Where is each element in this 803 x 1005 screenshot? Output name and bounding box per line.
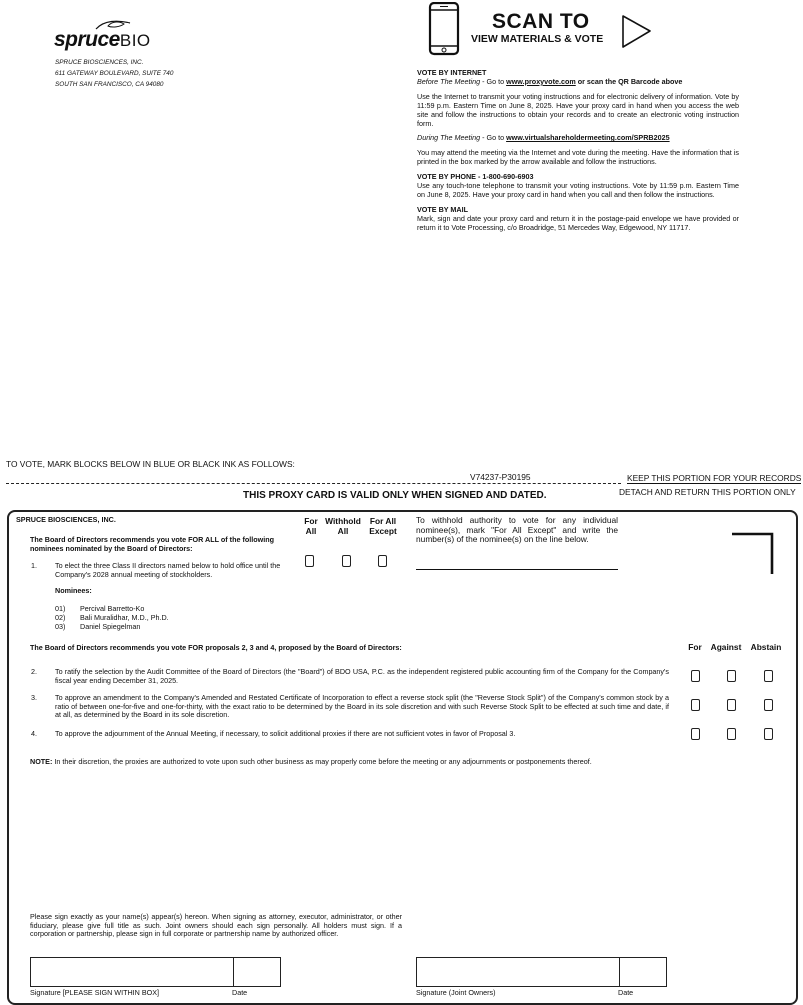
during-meeting-label: During The Meeting [417,133,481,143]
withhold-all-checkbox[interactable] [342,555,351,567]
keep-portion-label: KEEP THIS PORTION FOR YOUR RECORDS [627,473,802,483]
item-1-text: To elect the three Class II directors named below to hold office until the Company's 2028 annual meeting of stockholders. [55,561,281,579]
joint-signature-box[interactable] [416,957,620,987]
mail-heading: VOTE BY MAIL [417,204,468,214]
proposal-text: To approve an amendment to the Company's Amended and Restated Certificate of Incorporation to effect a reverse stock split (the "Reverse Stock Split") of the Company's common stock by a ratio of between one-for-five and one-for-thirty, with the exact ratio to be determined by the Board in its sole discretion and with such Reverse Stock Split to be effected at such time and date, if at all, as determined by the Board in its sole discretion. [55,693,669,720]
detach-line [6,483,621,484]
joint-signature-label: Signature (Joint Owners) [416,988,496,997]
internet-heading: VOTE BY INTERNET [417,68,487,77]
signature-box[interactable] [30,957,234,987]
internet-before-line [417,78,739,87]
proposal-4-abstain-checkbox[interactable] [764,728,773,740]
joint-date-label: Date [618,988,634,997]
address-line: SPRUCE BIOSCIENCES, INC. [55,59,144,66]
before-meeting-tail: or scan the QR Barcode above [575,76,683,86]
address-line: 611 GATEWAY BOULEVARD, SUITE 740 [55,70,174,77]
for-all-except-checkbox[interactable] [378,555,387,567]
arrow-right-icon [620,14,654,50]
control-number: V74237-P30195 [466,472,535,482]
scan-to-title: SCAN TO [492,10,590,33]
note-label: NOTE: [30,757,53,766]
address-line: SOUTH SAN FRANCISCO, CA 94080 [55,81,164,88]
nominee-name: Bali Muralidhar, M.D., Ph.D. [80,613,169,622]
logo-wordmark: spruceBIO [54,28,151,51]
proposal-4-against-checkbox[interactable] [727,728,736,740]
date-box[interactable] [232,957,281,987]
virtual-meeting-link[interactable]: www.virtualshareholdermeeting.com/SPRB2025 [506,133,670,143]
valid-notice: THIS PROXY CARD IS VALID ONLY WHEN SIGNED AND DATED. [243,490,547,501]
company-address [55,57,173,90]
note-paragraph [30,758,690,767]
phone-body: Use any touch-tone telephone to transmit your voting instructions. Vote by 11:59 p.m. Eastern Time on June 8, 2025. Have your proxy card in hand when you call and then follow the instructions. [417,181,739,199]
to-vote-instruction: TO VOTE, MARK BLOCKS BELOW IN BLUE OR BLACK INK AS FOLLOWS: [6,459,295,469]
withhold-note: To withhold authority to vote for any individual nominee(s), mark "For All Except" and write the number(s) of the nominee(s) on the line below. [416,515,618,545]
nominee-number: 03) [55,622,66,631]
col-withhold-all: Withhold All [325,516,361,536]
mobile-phone-icon [428,2,460,56]
proposal-3-for-checkbox[interactable] [691,699,700,711]
proposal-3-abstain-checkbox[interactable] [764,699,773,711]
proposal-number: 3. [31,693,37,702]
proposal-number: 2. [31,667,37,676]
nominee-write-in-line[interactable] [416,569,618,570]
phone-heading: VOTE BY PHONE - 1-800-690-6903 [417,172,534,182]
before-meeting-label: Before The Meeting [417,76,481,86]
col-abstain: Abstain [750,642,782,652]
internet-body: Use the Internet to transmit your voting instructions and for electronic delivery of information. Vote by 11:59 p.m. Eastern Time on June 8, 2025. Have your proxy card in hand when you access the web site and follow the instructions to obtain your records and to create an electronic voting instruction form. [417,91,739,128]
during-meeting-line [417,134,739,143]
proxyvote-link[interactable]: www.proxyvote.com [506,76,576,86]
board-recommend-proposals: The Board of Directors recommends you vote FOR proposals 2, 3 and 4, proposed by the Board of Directors: [30,643,402,652]
date-label: Date [232,988,248,997]
corner-mark-icon [731,532,775,576]
board-recommend-directors: The Board of Directors recommends you vote FOR ALL of the following nominees nominated by the Board of Directors: [30,535,274,553]
card-company-name: SPRUCE BIOSCIENCES, INC. [16,515,116,524]
proposal-2-against-checkbox[interactable] [727,670,736,682]
proposal-2-abstain-checkbox[interactable] [764,670,773,682]
note-text: In their discretion, the proxies are authorized to vote upon such other business as may properly come before the meeting or any adjournments or postponements thereof. [52,757,592,766]
voting-instructions [417,69,739,239]
proposal-text: To approve the adjournment of the Annual Meeting, if necessary, to solicit additional proxies if there are not sufficient votes in favor of Proposal 3. [55,729,516,738]
item-1-number: 1. [31,561,37,570]
col-for: For [688,642,702,652]
signature-label: Signature [PLEASE SIGN WITHIN BOX] [30,988,160,997]
joint-date-box[interactable] [618,957,667,987]
scan-to-subtitle: VIEW MATERIALS & VOTE [471,33,604,45]
proposal-number: 4. [31,729,37,738]
sign-instructions: Please sign exactly as your name(s) appear(s) hereon. When signing as attorney, executor, administrator, or other fiduciary, please give full title as such. Joint owners should each sign personally. All holders must sign. If a corporation or partnership, please sign in full corporate or partnership name by authorized officer. [30,912,402,939]
nominee-number: 02) [55,613,66,622]
col-for-all: For All [304,516,318,536]
proposal-2-for-checkbox[interactable] [691,670,700,682]
mail-body: Mark, sign and date your proxy card and return it in the postage-paid envelope we have provided or return it to Vote Processing, c/o Broadridge, 51 Mercedes Way, Edgewood, NY 11717. [417,213,739,232]
col-for-all-except: For All Except [369,516,397,536]
during-meeting-text: - Go to [480,133,507,143]
for-all-checkbox[interactable] [305,555,314,567]
nominees-label: Nominees: [55,586,92,595]
spruce-bio-logo [54,18,174,54]
detach-return-label: DETACH AND RETURN THIS PORTION ONLY [619,487,796,497]
nominee-name: Daniel Spiegelman [80,622,141,631]
proposal-4-for-checkbox[interactable] [691,728,700,740]
proposal-3-against-checkbox[interactable] [727,699,736,711]
nominee-name: Percival Barretto-Ko [80,604,145,613]
nominee-number: 01) [55,604,66,613]
during-meeting-body: You may attend the meeting via the Internet and vote during the meeting. Have the information that is printed in the box marked by the arrow available and follow the instructions. [417,148,739,167]
col-against: Against [710,642,742,652]
before-meeting-text: - Go to [480,76,507,86]
proposal-text: To ratify the selection by the Audit Committee of the Board of Directors (the "Board") of BDO USA, P.C. as the independent registered public accounting firm of the Company for the Company's fiscal year ending December 31, 2025. [55,667,669,685]
